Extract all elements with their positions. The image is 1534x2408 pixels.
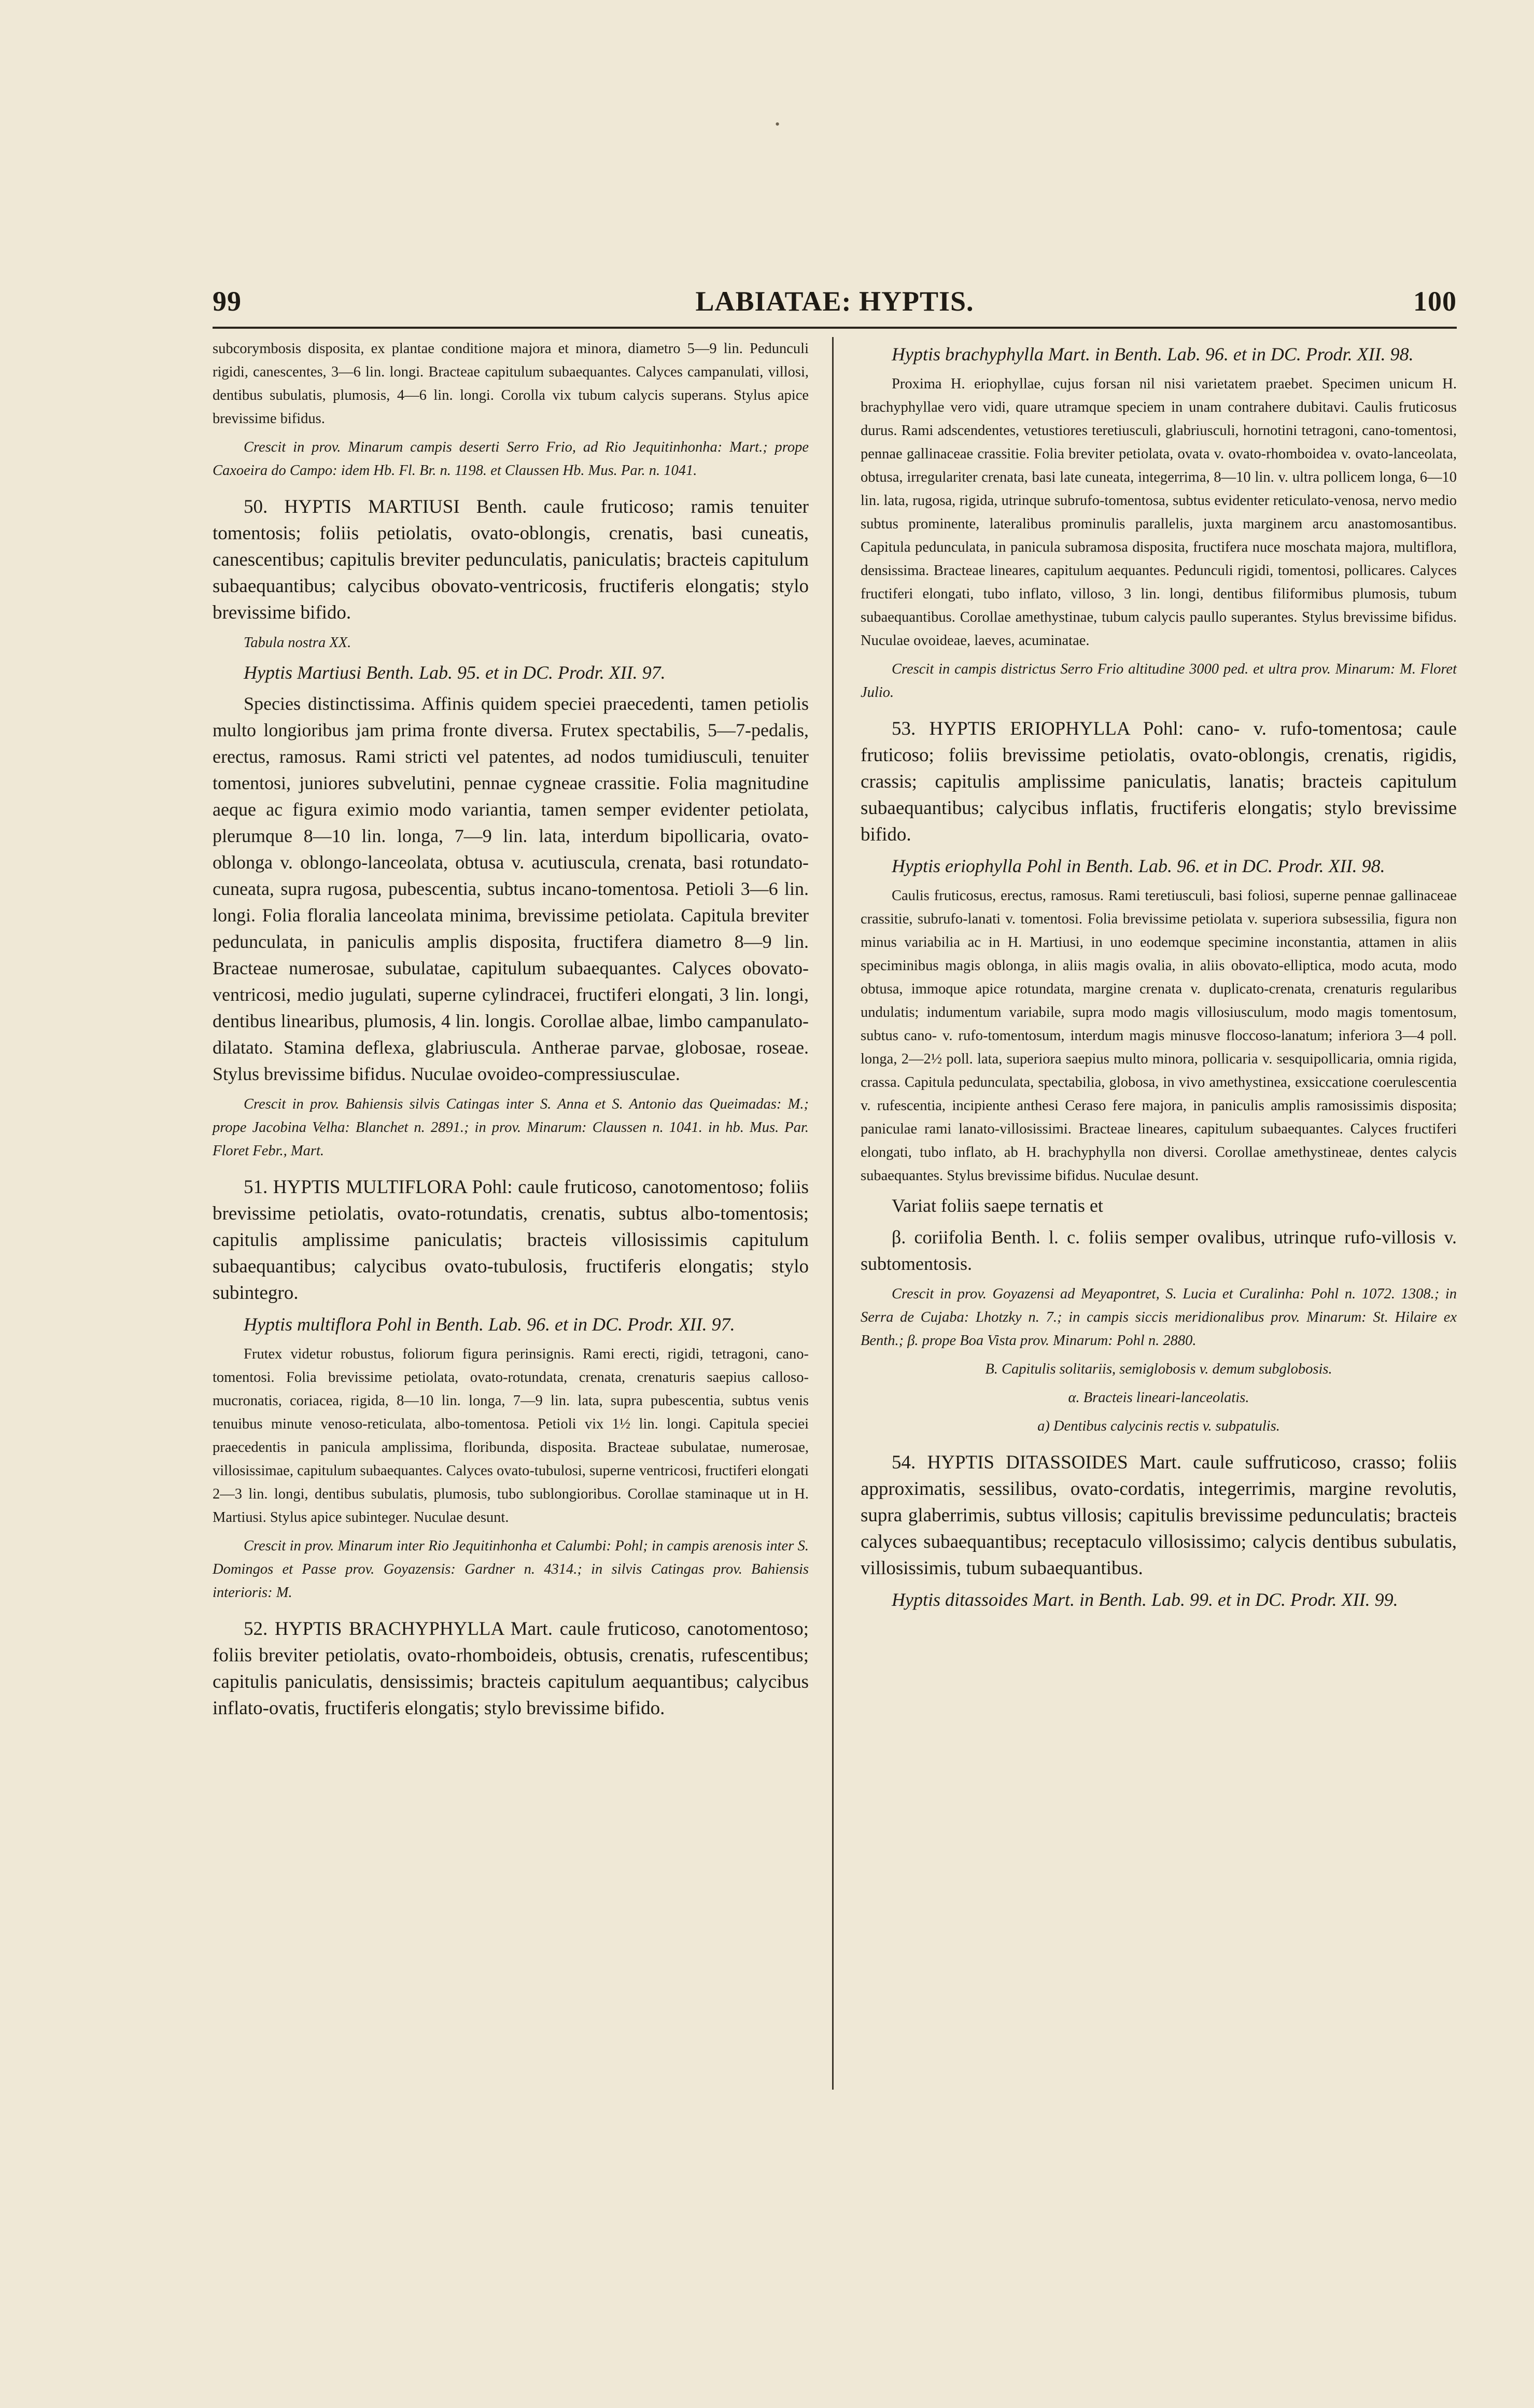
species-51-description: Frutex videtur robustus, foliorum figura perinsignis. Rami erecti, rigidi, tetragoni, cano-tomentosi. Folia brevissime petiolata, ovato-rotundata, crenata, crenaturis saepius calloso-mucronatis, coriacea, rigida, 8—10 lin. longa, 7—9 lin. lata, supra pubescentia, subtus venis tenuibus minute venoso-reticulata, albo-tomentosa. Petioli vix 1½ lin. longi. Capitula speciei praecedentis in panicula amplissima, floribunda, disposita. Bracteae subulatae, numerosae, villosissimae, capitulum subaequantes. Calyces ovato-tubulosi, superne ventricosi, fructiferi elongati 2—3 lin. longi, dentibus subulatis, plumosis, tubo sublongioribus. Corollae staminaque ut in H. Martiusi. Stylus apice subinteger. Nuculae desunt. — [213, 1346, 809, 1525]
species-51-locality: Crescit in prov. Minarum inter Rio Jequitinhonha et Calumbi: Pohl; in campis arenosis inter S. Domingos et Passe prov. Goyazensis: Gardner n. 4314.; in silvis Catingas prov. Bahiensis interioris: M. — [213, 1538, 809, 1601]
paragraph-continuation: subcorymbosis disposita, ex plantae conditione majora et minora, diametro 5—9 lin. Pedunculi rigidi, canescentes, 3—6 lin. longi. Bracteae capitulum subaequantes. Calyces campanulati, villosi, dentibus subulatis, plumosis, 4—6 lin. longi. Corolla vix tubum calycis superans. Stylus apice brevissime bifidus. — [213, 341, 809, 427]
subsection-a-heading: a) Dentibus calycinis rectis v. subpatulis. — [1037, 1418, 1280, 1434]
species-51-diagnosis: 51. HYPTIS MULTIFLORA Pohl: caule fruticoso, canotomentoso; foliis brevissime petiolatis, ovato-rotundatis, crenatis, subtus albo-tomentosis; capitulis amplissime paniculatis; bracteis villosissimis capitulum subaequantibus; calycibus ovato-tubulosis, fructiferis elongatis; stylo subintegro. — [213, 1177, 809, 1304]
species-53-locality: Crescit in prov. Goyazensi ad Meyapontret, S. Lucia et Curalinha: Pohl n. 1072. 1308.; in Serra de Cujaba: Lhotzky n. 7.; in campis siccis meridionalibus prov. Minarum: St. Hilaire ex Benth.; β. prope Boa Vista prov. Minarum: Pohl n. 2880. — [861, 1286, 1457, 1349]
page-number-left: 99 — [213, 286, 242, 317]
species-50-diagnosis: 50. HYPTIS MARTIUSI Benth. caule fruticoso; ramis tenuiter tomentosis; foliis petiolatis, ovato-oblongis, crenatis, basi cuneatis, canescentibus; capitulis breviter pedunculatis, paniculatis; bracteis capitulum subaequantibus; calycibus obovato-ventricosis, fructiferis elongatis; stylo brevissime bifido. — [213, 496, 809, 623]
section-b-heading: B. Capitulis solitariis, semiglobosis v. demum subglobosis. — [985, 1361, 1332, 1377]
species-52-description: Proxima H. eriophyllae, cujus forsan nil nisi varietatem praebet. Specimen unicum H. brachyphyllae vero vidi, quare utramque speciem in unam contrahere dubitavi. Caulis fruticosus durus. Rami adscendentes, vetustiores teretiusculi, glabriusculi, hornotini tetragoni, cano-tomentosi, pennae gallinaceae crassitie. Folia breviter petiolata, ovata v. ovato-rhomboidea v. ovato-lanceolata, obtusa, irregulariter crenata, basi late cuneata, integerrima, 8—10 lin. v. ultra pollicem longa, 6—10 lin. lata, rugosa, rigida, utrinque subrufo-tomentosa, subtus evidenter reticulato-venosa, nervo medio subtus prominente, lateralibus prominulis parallelis, juxta marginem arcu anastomosantibus. Capitula pedunculata, in panicula subramosa disposita, fructifera nuce moschata majora, multiflora, densissima. Bracteae lineares, capitulum aequantes. Pedunculi rigidi, tomentosi, pollicares. Calyces fructiferi elongati, tubo inflato, villoso, 3 lin. longi, dentibus filiformibus plumosis, tubum subaequantibus. Corollae amethystinae, tubum calycis paullo superantes. Stylus brevissime bifidus. Nuculae ovoideae, laeves, acuminatae. — [861, 376, 1457, 649]
species-53-description: Caulis fruticosus, erectus, ramosus. Rami teretiusculi, basi foliosi, superne pennae gallinaceae crassitie, subrufo-lanati v. tomentosi. Folia brevissime petiolata v. superiora subsessilia, figura non minus variabilia ac in H. Martiusi, in uno eodemque specimine inconstantia, attamen in aliis speciminibus magis oblonga, in aliis magis ovalia, in aliis obovato-elliptica, modo acuta, modo obtusa, immoque apice rotundata, margine crenata v. duplicato-crenata, crenaturis regularibus undulatis; indumentum variabile, supra modo magis villosiusculum, modo magis tomentosum, subtus cano- v. rufo-tomentosum, interdum magis minusve floccoso-lanatum; inferiora 3—4 poll. longa, 2—2½ poll. lata, superiora saepius multo minora, pollicaria v. sesquipollicaria, omnia rigida, crassa. Capitula pedunculata, spectabilia, globosa, in vivo amethystinea, exsiccatione coerulescentia v. rufescentia, incipiente anthesi Ceraso fere majora, in paniculis amplis ramosissimis disposita; paniculae rami lanato-villosissimi. Bracteae lineares, capitulum subaequantes. Calyces fructiferi elongati, tubo inflato, ab H. brachyphylla non diversi. Corollae amethystineae, dentes calycis subaequantes. Stylus brevissime bifidus. Nuculae desunt. — [861, 888, 1457, 1184]
running-title: LABIATAE: HYPTIS. — [695, 286, 974, 317]
species-54-reference: Hyptis ditassoides Mart. in Benth. Lab. 99. et in DC. Prodr. XII. 99. — [892, 1589, 1398, 1610]
column-divider — [832, 337, 834, 2090]
page-number-right: 100 — [1413, 286, 1457, 317]
variety-beta: β. coriifolia Benth. l. c. foliis semper ovalibus, utrinque rufo-villosis v. subtomentosis. — [861, 1227, 1457, 1274]
variety-note: Variat foliis saepe ternatis et — [892, 1195, 1103, 1216]
locality-note: Crescit in prov. Minarum campis deserti Serro Frio, ad Rio Jequitinhonha: Mart.; prope Caxoeira do Campo: idem Hb. Fl. Br. n. 1198. et Claussen Hb. Mus. Par. n. 1041. — [213, 439, 809, 479]
right-column — [861, 337, 1457, 1618]
plate-reference: Tabula nostra XX. — [244, 635, 351, 651]
header-rule — [213, 327, 1457, 329]
species-50-reference: Hyptis Martiusi Benth. Lab. 95. et in DC. Prodr. XII. 97. — [244, 662, 666, 683]
species-53-diagnosis: 53. HYPTIS ERIOPHYLLA Pohl: cano- v. rufo-tomentosa; caule fruticoso; foliis brevissime petiolatis, ovato-oblongis, crenatis, rigidis, crassis; capitulis amplissime paniculatis, lanatis; bracteis capitulum subaequantibus; calycibus inflatis, fructiferis elongatis; stylo brevissime bifido. — [861, 718, 1457, 845]
species-51-reference: Hyptis multiflora Pohl in Benth. Lab. 96. et in DC. Prodr. XII. 97. — [244, 1314, 735, 1335]
species-53-reference: Hyptis eriophylla Pohl in Benth. Lab. 96. et in DC. Prodr. XII. 98. — [892, 856, 1385, 876]
ink-mark: • — [775, 117, 780, 132]
species-52-locality: Crescit in campis districtus Serro Frio altitudine 3000 ped. et ultra prov. Minarum: M. Floret Julio. — [861, 661, 1457, 701]
left-column — [213, 337, 809, 1727]
species-50-locality: Crescit in prov. Bahiensis silvis Catingas inter S. Anna et S. Antonio das Queimadas: M.; prope Jacobina Velha: Blanchet n. 2891.; in prov. Minarum: Claussen n. 1041. in hb. Mus. Par. Floret Febr., Mart. — [213, 1096, 809, 1159]
species-52-reference: Hyptis brachyphylla Mart. in Benth. Lab. 96. et in DC. Prodr. XII. 98. — [892, 344, 1414, 365]
species-54-diagnosis: 54. HYPTIS DITASSOIDES Mart. caule suffruticoso, crasso; foliis approximatis, sessilibus, ovato-cordatis, integerrimis, margine revolutis, supra glaberrimis, subtus villosis; capitulis brevissime pedunculatis; bracteis calyces subaequantibus; receptaculo villosissimo; calycis dentibus subulatis, villosissimis, tubum subaequantibus. — [861, 1452, 1457, 1579]
subsection-alpha-heading: α. Bracteis lineari-lanceolatis. — [1068, 1390, 1249, 1406]
species-50-description: Species distinctissima. Affinis quidem speciei praecedenti, tamen petiolis multo longioribus jam prima fronte diversa. Frutex spectabilis, 5—7-pedalis, erectus, ramosus. Rami stricti vel patentes, ad nodos tumidiusculi, tenuiter tomentosi, juniores subvelutini, pennae cygneae crassitie. Folia magnitudine aeque ac figura eximio modo variantia, tamen semper evidenter petiolata, plerumque 8—10 lin. longa, 7—9 lin. lata, interdum bipollicaria, ovato-oblonga v. oblongo-lanceolata, obtusa v. acutiuscula, crenata, basi rotundato-cuneata, supra rugosa, pubescentia, subtus incano-tomentosa. Petioli 3—6 lin. longi. Folia floralia lanceolata minima, brevissime petiolata. Capitula breviter pedunculata, in paniculis amplis disposita, fructifera diametro 8—9 lin. Bracteae numerosae, subulatae, capitulum subaequantes. Calyces obovato-ventricosi, medio jugulati, superne cylindracei, fructiferi elongati, 3 lin. longi, dentibus linearibus, plumosis, 4 lin. longis. Corollae albae, limbo campanulato-dilatato. Stamina deflexa, glabriusculа. Antherae parvae, globosae, roseae. Stylus brevissime bifidus. Nuculae ovoideo-compressiusculae. — [213, 693, 809, 1084]
species-52-diagnosis: 52. HYPTIS BRACHYPHYLLA Mart. caule fruticoso, canotomentoso; foliis breviter petiolatis, ovato-rhomboideis, obtusis, crenatis, rufescentibus; capitulis paniculatis, densissimis; bracteis capitulum aequantibus; calycibus inflato-ovatis, fructiferis elongatis; stylo brevissime bifido. — [213, 1618, 809, 1719]
running-header — [213, 280, 1457, 327]
